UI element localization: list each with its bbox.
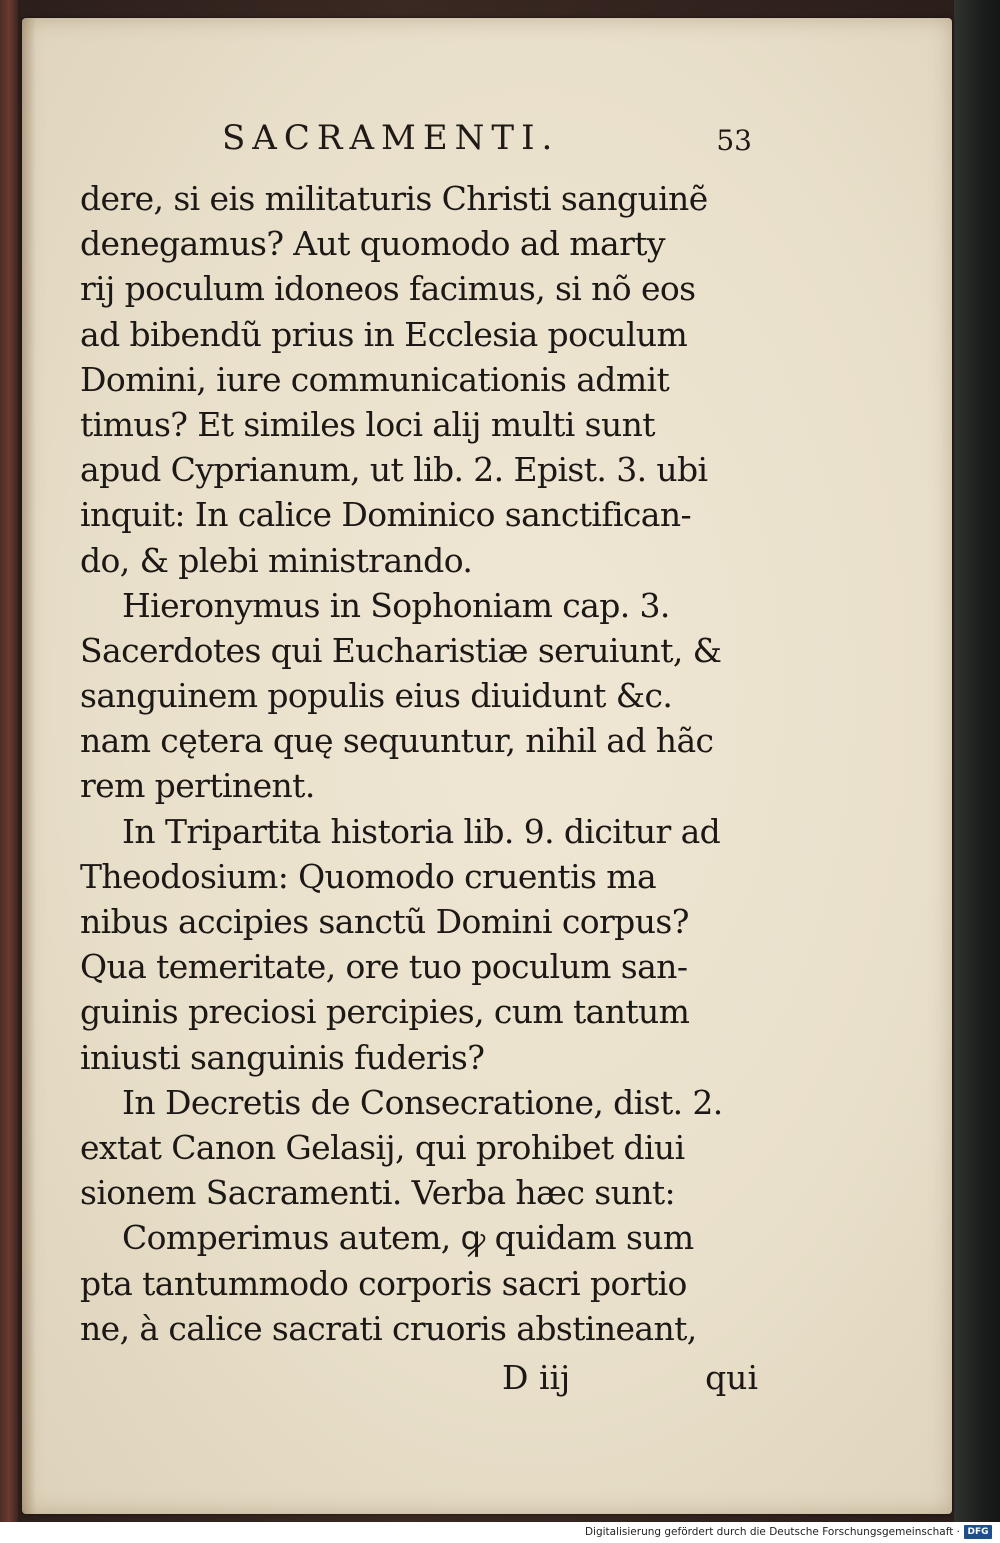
signature-mark: D iij xyxy=(502,1358,571,1397)
text-line: rem pertinent. xyxy=(80,766,315,806)
page-gutter-shadow xyxy=(22,18,36,1514)
text-line: extat Canon Gelasij, qui prohibet diui xyxy=(80,1127,685,1167)
text-line: apud Cyprianum, ut lib. 2. Epist. 3. ubi xyxy=(80,450,708,490)
body-text xyxy=(80,176,760,1351)
page-number: 53 xyxy=(716,124,752,157)
page-foot xyxy=(502,1358,762,1408)
text-line: Sacerdotes qui Eucharistiæ seruiunt, & xyxy=(80,630,722,670)
text-line: sionem Sacramenti. Verba hæc sunt: xyxy=(80,1173,676,1213)
catchword: qui xyxy=(705,1358,758,1397)
text-line: sanguinem populis eius diuidunt &c. xyxy=(80,676,673,716)
text-line: do, & plebi ministrando. xyxy=(80,540,473,580)
text-line: Qua temeritate, ore tuo poculum san- xyxy=(80,947,688,987)
text-line: pta tantummodo corporis sacri portio xyxy=(80,1263,687,1303)
text-line: In Decretis de Consecratione, dist. 2. xyxy=(122,1082,723,1122)
book-page xyxy=(22,18,952,1514)
text-line: inquit: In calice Dominico sanctifican- xyxy=(80,495,692,535)
text-line: nam cętera quę sequuntur, nihil ad hãc xyxy=(80,721,714,761)
book-spine-edge xyxy=(0,0,18,1522)
text-line: In Tripartita historia lib. 9. dicitur ad xyxy=(122,811,721,851)
text-line: Domini, iure communicationis admit xyxy=(80,359,670,399)
credit-footer xyxy=(0,1522,1000,1543)
text-line: Theodosium: Quomodo cruentis ma xyxy=(80,856,657,896)
text-line: iniusti sanguinis fuderis? xyxy=(80,1037,485,1077)
text-line: timus? Et similes loci alij multi sunt xyxy=(80,404,655,444)
text-line: dere, si eis militaturis Christi sanguinẽ xyxy=(80,179,708,218)
text-line: guinis preciosi percipies, cum tantum xyxy=(80,992,690,1032)
text-line: Comperimus autem, ꝙ quidam sum xyxy=(122,1218,694,1258)
text-line: ad bibendũ prius in Ecclesia poculum xyxy=(80,314,688,354)
page-header xyxy=(222,118,752,168)
text-line: denegamus? Aut quomodo ad marty xyxy=(80,224,665,264)
text-line: ne, à calice sacrati cruoris abstineant, xyxy=(80,1308,697,1348)
dfg-logo-icon[interactable]: DFG xyxy=(964,1525,992,1539)
text-line: rij poculum idoneos facimus, si nõ eos xyxy=(80,269,696,309)
running-head: SACRAMENTI. xyxy=(222,118,560,158)
text-line: Hieronymus in Sophoniam cap. 3. xyxy=(122,585,670,625)
text-line: nibus accipies sanctũ Domini corpus? xyxy=(80,902,689,941)
book-board-edge xyxy=(954,0,1000,1522)
funding-credit: Digitalisierung gefördert durch die Deutsche Forschungsgemeinschaft · xyxy=(584,1526,960,1538)
